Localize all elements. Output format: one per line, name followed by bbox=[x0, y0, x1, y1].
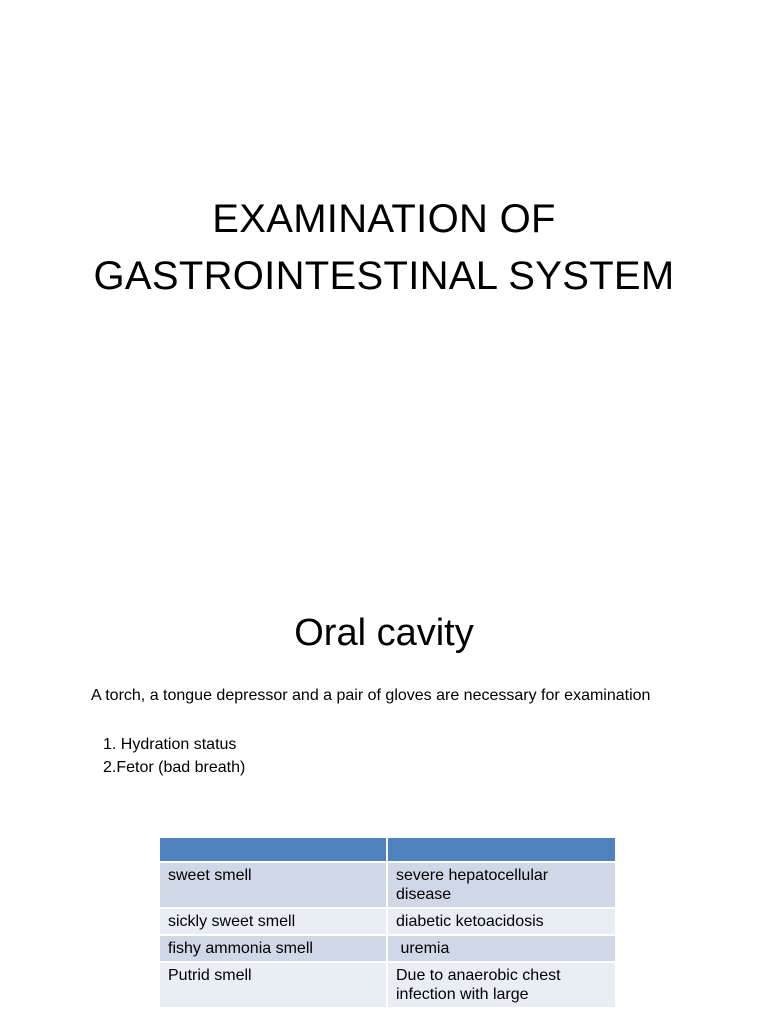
smell-cell: Putrid smell bbox=[160, 962, 387, 1007]
table-row bbox=[160, 862, 615, 908]
title-line-2: GASTROINTESTINAL SYSTEM bbox=[93, 254, 675, 298]
table-row bbox=[160, 935, 615, 962]
slide-2 bbox=[0, 566, 768, 1024]
intro-text: A torch, a tongue depressor and a pair of gloves are necessary for examination bbox=[91, 687, 651, 704]
list-item-number: 1. bbox=[103, 736, 117, 753]
cause-cell: Due to anaerobic chest infection with large bbox=[387, 962, 615, 1007]
cause-cell: severe hepatocellular disease bbox=[387, 862, 615, 908]
table-row bbox=[160, 908, 615, 935]
cause-cell: diabetic ketoacidosis bbox=[387, 908, 615, 935]
table-header-cell bbox=[387, 838, 615, 862]
cause-cell: uremia bbox=[387, 935, 615, 962]
table-row bbox=[160, 962, 615, 1007]
smell-cell: fishy ammonia smell bbox=[160, 935, 387, 962]
section-title: Oral cavity bbox=[294, 612, 474, 654]
table-header-cell bbox=[160, 838, 387, 862]
smell-cell: sweet smell bbox=[160, 862, 387, 908]
list-item bbox=[103, 756, 245, 779]
list-item-number: 2. bbox=[103, 759, 117, 776]
presentation-title bbox=[60, 191, 708, 305]
list-item bbox=[103, 733, 245, 756]
smell-cell: sickly sweet smell bbox=[160, 908, 387, 935]
numbered-list bbox=[103, 733, 245, 779]
list-item-text: Hydration status bbox=[120, 736, 237, 753]
list-item-text: Fetor (bad breath) bbox=[116, 759, 246, 776]
title-line-1: EXAMINATION OF bbox=[212, 197, 556, 241]
smell-table bbox=[160, 838, 615, 1007]
table-header-row bbox=[160, 838, 615, 862]
